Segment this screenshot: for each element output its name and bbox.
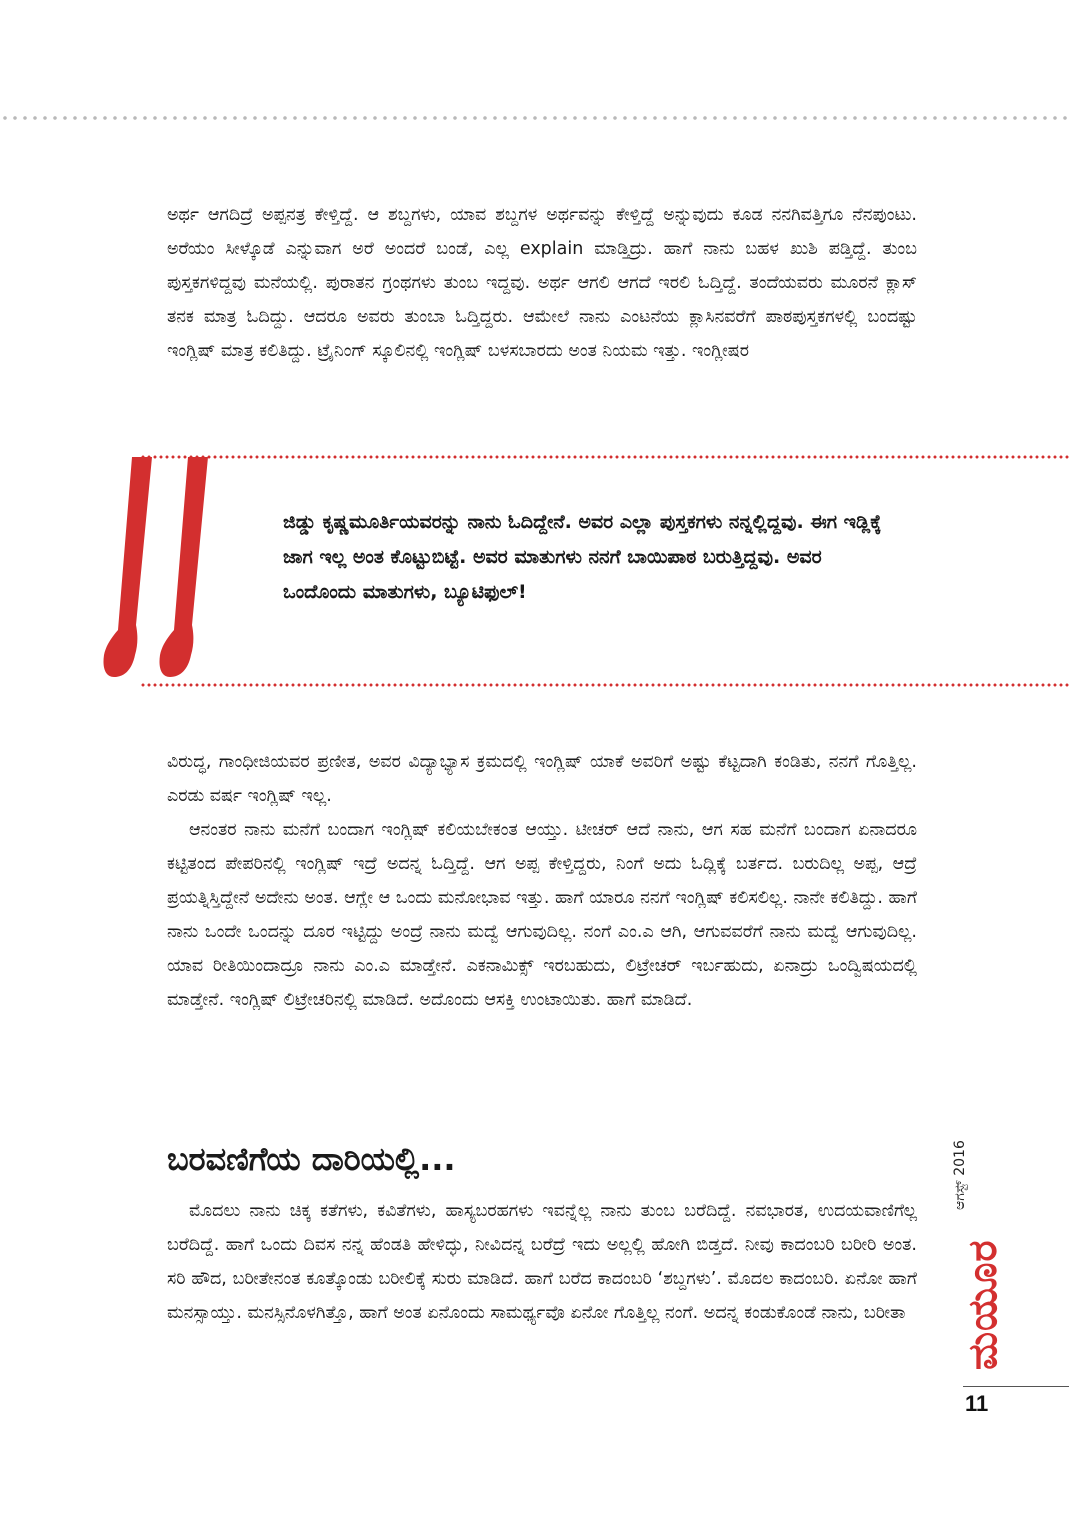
quote-mark-icon	[100, 455, 220, 695]
pull-quote-text: ಜಿಡ್ಡು ಕೃಷ್ಣಮೂರ್ತಿಯವರನ್ನು ನಾನು ಓದಿದ್ದೇನೆ. ಅವರ ಎಲ್ಲಾ ಪುಸ್ತಕಗಳು ನನ್ನಲ್ಲಿದ್ದವು. ಈಗ ಇಡ್ಲಿಕ್ಕೆ ಜಾಗ ಇಲ್ಲ ಅಂತ ಕೊಟ್ಟುಬಿಟ್ಟೆ. ಅವರ ಮಾತುಗಳು ನನಗೆ ಬಾಯಿಪಾಠ ಬರುತ್ತಿದ್ದವು. ಅವರ ಒಂದೊಂದು ಮಾತುಗಳು, ಬ್ಯೂಟಿಫುಲ್!	[283, 511, 882, 603]
section-heading: ಬರವಣಿಗೆಯ ದಾರಿಯಲ್ಲಿ...	[167, 1140, 456, 1178]
paragraph: ಆನಂತರ ನಾನು ಮನೆಗೆ ಬಂದಾಗ ಇಂಗ್ಲಿಷ್ ಕಲಿಯಬೇಕಂತ ಆಯ್ತು. ಟೀಚರ್ ಆದೆ ನಾನು, ಆಗ ಸಹ ಮನೆಗೆ ಬಂದಾಗ ಏನಾದರೂ ಕಟ್ಟಿತಂದ ಪೇಪರಿನಲ್ಲಿ ಇಂಗ್ಲಿಷ್ ಇದ್ರೆ ಅದನ್ನ ಓದ್ತಿದ್ದೆ. ಆಗ ಅಪ್ಪ ಕೇಳ್ತಿದ್ದರು, ನಿಂಗೆ ಅದು ಓದ್ಲಿಕ್ಕೆ ಬರ್ತದ. ಬರುದಿಲ್ಲ ಅಪ್ಪ, ಆದ್ರೆ ಪ್ರಯತ್ನಿಸ್ತಿದ್ದೇನೆ ಅದೇನು ಅಂತ. ಆಗ್ಲೇ ಆ ಒಂದು ಮನೋಭಾವ ಇತ್ತು. ಹಾಗೆ ಯಾರೂ ನನಗೆ ಇಂಗ್ಲಿಷ್ ಕಲಿಸಲಿಲ್ಲ. ನಾನೇ ಕಲಿತಿದ್ದು. ಹಾಗೆ ನಾನು ಒಂದೇ ಒಂದನ್ನು ದೂರ ಇಟ್ಟಿದ್ದು ಅಂದ್ರೆ ನಾನು ಮದ್ವೆ ಆಗುವುದಿಲ್ಲ. ನಂಗೆ ಎಂ.ಎ ಆಗಿ, ಆಗುವವರೆಗೆ ನಾನು ಮದ್ವೆ ಆಗುವುದಿಲ್ಲ. ಯಾವ ರೀತಿಯಿಂದಾದ್ರೂ ನಾನು ಎಂ.ಎ ಮಾಡ್ತೇನೆ. ಎಕನಾಮಿಕ್ಸ್ ಇರಬಹುದು, ಲಿಟ್ರೇಚರ್ ಇರ್ಬಹುದು, ಏನಾದ್ರು ಒಂದ್ವಿಷಯದಲ್ಲಿ ಮಾಡ್ತೇನೆ. ಇಂಗ್ಲಿಷ್ ಲಿಟ್ರೇಚರಿನಲ್ಲಿ ಮಾಡಿದೆ. ಅದೊಂದು ಆಸಕ್ತಿ ಉಂಟಾಯಿತು. ಹಾಗೆ ಮಾಡಿದೆ.	[167, 820, 917, 1010]
issue-month: ಆಗಸ್ಟ್ 2016	[952, 1140, 968, 1210]
page-number-rule	[963, 1386, 1069, 1387]
article-body-bottom	[167, 1194, 917, 1330]
top-dotted-divider	[0, 115, 1072, 121]
article-body-top	[167, 198, 917, 368]
quote-bottom-divider	[140, 683, 1070, 687]
page-number: 11	[965, 1391, 989, 1416]
paragraph: ವಿರುದ್ಧ, ಗಾಂಧೀಜಿಯವರ ಪ್ರಣೀತ, ಅವರ ವಿದ್ಯಾಭ್ಯಾಸ ಕ್ರಮದಲ್ಲಿ ಇಂಗ್ಲಿಷ್ ಯಾಕೆ ಅವರಿಗೆ ಅಷ್ಟು ಕೆಟ್ಟದಾಗಿ ಕಂಡಿತು, ನನಗೆ ಗೊತ್ತಿಲ್ಲ. ಎರಡು ವರ್ಷ ಇಂಗ್ಲಿಷ್ ಇಲ್ಲ.	[167, 752, 917, 806]
paragraph: ಮೊದಲು ನಾನು ಚಿಕ್ಕ ಕತೆಗಳು, ಕವಿತೆಗಳು, ಹಾಸ್ಯಬರಹಗಳು ಇವನ್ನೆಲ್ಲ ನಾನು ತುಂಬ ಬರೆದಿದ್ದೆ. ನವಭಾರತ, ಉದಯವಾಣಿಗೆಲ್ಲ ಬರೆದಿದ್ದೆ. ಹಾಗೆ ಒಂದು ದಿವಸ ನನ್ನ ಹೆಂಡತಿ ಹೇಳಿದ್ಳು, ನೀವಿದನ್ನ ಬರೆದ್ರೆ ಇದು ಅಲ್ಲಲ್ಲಿ ಹೋಗಿ ಬಿಡ್ತದೆ. ನೀವು ಕಾದಂಬರಿ ಬರೀರಿ ಅಂತ. ಸರಿ ಹೌದ, ಬರೀತೇನಂತ ಕೂತ್ಕೊಂಡು ಬರೀಲಿಕ್ಕೆ ಸುರು ಮಾಡಿದೆ. ಹಾಗೆ ಬರೆದ ಕಾದಂಬರಿ ‘ಶಬ್ದಗಳು’. ಮೊದಲ ಕಾದಂಬರಿ. ಏನೋ ಹಾಗೆ ಮನಸ್ಸಾಯ್ತು. ಮನಸ್ಸಿನೊಳಗಿತ್ತೊ, ಹಾಗೆ ಅಂತ ಏನೊಂದು ಸಾಮರ್ಥ್ಯವೊ ಏನೋ ಗೊತ್ತಿಲ್ಲ ನಂಗೆ. ಅದನ್ನ ಕಂಡುಕೊಂಡೆ ನಾನು, ಬರೀತಾ	[167, 1201, 917, 1323]
pull-quote	[0, 455, 1072, 687]
magazine-logo: ಮಯೂರ	[960, 1239, 1006, 1370]
paragraph: ಅರ್ಥ ಆಗದಿದ್ರೆ ಅಪ್ಪನತ್ರ ಕೇಳ್ತಿದ್ದೆ. ಆ ಶಬ್ದಗಳು, ಯಾವ ಶಬ್ದಗಳ ಅರ್ಥವನ್ನು ಕೇಳ್ತಿದ್ದೆ ಅನ್ನುವುದು ಕೂಡ ನನಗಿವತ್ತಿಗೂ ನೆನಪುಂಟು. ಅರೆಯಂ ಸೀಳ್ಕೊಡೆ ಎನ್ನುವಾಗ ಅರೆ ಅಂದರೆ ಬಂಡೆ, ಎಲ್ಲ explain ಮಾಡ್ತಿದ್ರು. ಹಾಗೆ ನಾನು ಬಹಳ ಖುಶಿ ಪಡ್ತಿದ್ದೆ. ತುಂಬ ಪುಸ್ತಕಗಳಿದ್ದವು ಮನೆಯಲ್ಲಿ. ಪುರಾತನ ಗ್ರಂಥಗಳು ತುಂಬ ಇದ್ದವು. ಅರ್ಥ ಆಗಲಿ ಆಗದೆ ಇರಲಿ ಓದ್ತಿದ್ದೆ. ತಂದೆಯವರು ಮೂರನೆ ಕ್ಲಾಸ್ ತನಕ ಮಾತ್ರ ಓದಿದ್ದು. ಆದರೂ ಅವರು ತುಂಬಾ ಓದ್ತಿದ್ದರು. ಆಮೇಲೆ ನಾನು ಎಂಟನೆಯ ಕ್ಲಾಸಿನವರೆಗೆ ಪಾಠಪುಸ್ತಕಗಳಲ್ಲಿ ಬಂದಷ್ಟು ಇಂಗ್ಲಿಷ್ ಮಾತ್ರ ಕಲಿತಿದ್ದು. ಟ್ರೈನಿಂಗ್ ಸ್ಕೂಲಿನಲ್ಲಿ ಇಂಗ್ಲಿಷ್ ಬಳಸಬಾರದು ಅಂತ ನಿಯಮ ಇತ್ತು. ಇಂಗ್ಲೀಷರ	[167, 205, 917, 361]
article-body-middle	[167, 745, 917, 1017]
quote-top-divider	[140, 455, 1070, 459]
